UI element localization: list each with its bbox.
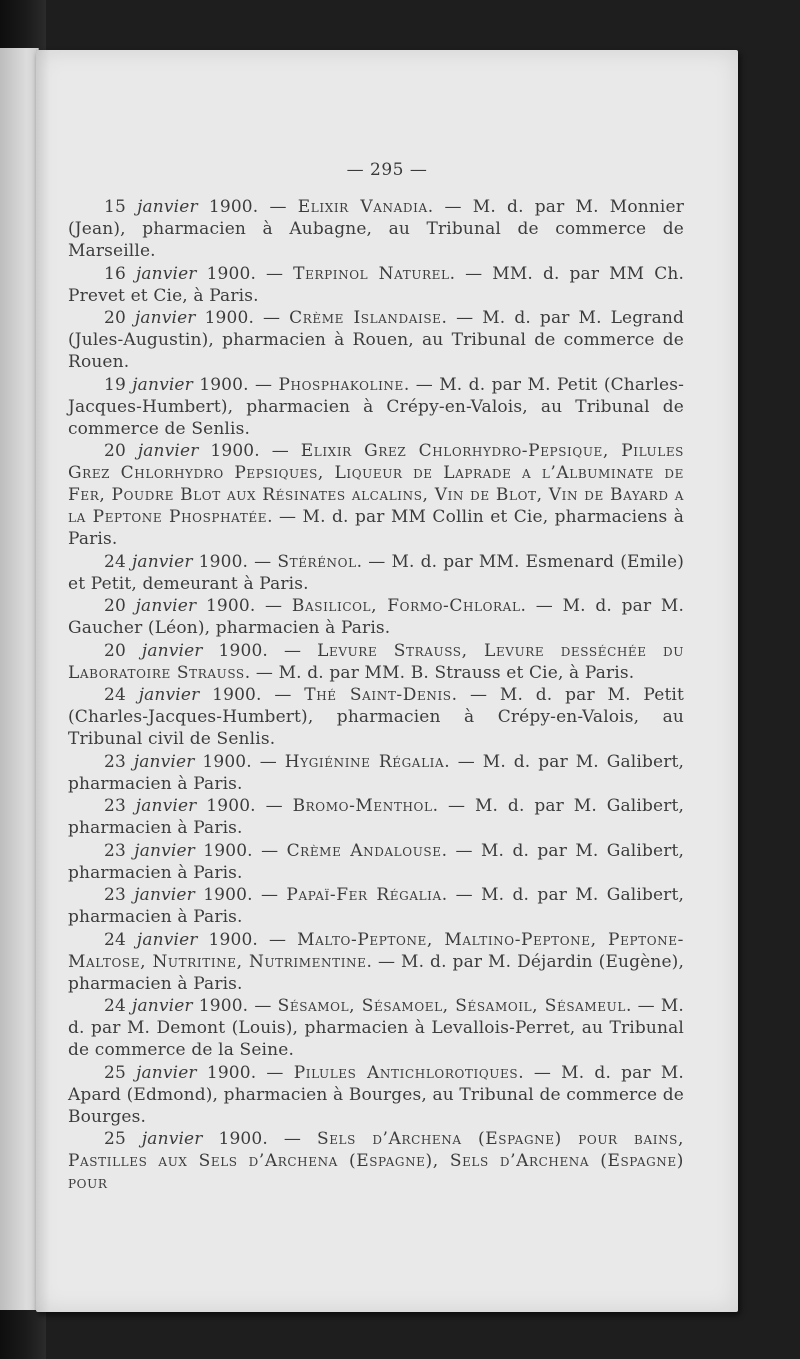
trademark-entry: 25 janvier 1900. — Sels d’Archena (Espagne) pour bains, Pastilles aux Sels d’Archena (Espagne), Sels d’Archena (Espagne) pour (68, 1129, 685, 1193)
entry-registration-details: M. d. par M. Apard (Edmond), pharmacien à Bourges, au Tribunal de commerce de Bourges. (68, 1062, 684, 1127)
entry-year: 1900 (202, 751, 247, 772)
book-page (36, 50, 738, 1312)
trademark-entry: 25 janvier 1900. — Pilules Antichlorotiques. — M. d. par M. Apard (Edmond), pharmacien à Bourges, au Tribunal de commerce de Bourges. (68, 1062, 684, 1127)
entry-product-name: Papaï-Fer Régalia (286, 885, 442, 905)
entry-product-name: Crème Andalouse (286, 840, 442, 861)
entry-month: janvier (134, 840, 195, 861)
entry-product-name: Levure Strauss, Levure desséchée du Laboratoire Strauss (68, 640, 684, 683)
entry-month: janvier (135, 263, 197, 284)
entry-product-name: Elixir Vanadia (297, 197, 428, 217)
entry-registration-details: M. d. par M. Legrand (Jules-Augustin), pharmacien à Rouen, au Tribunal de commerce de Rouen. (68, 308, 684, 372)
entry-year: 1900 (206, 796, 251, 816)
entry-day: 24 (104, 929, 126, 950)
entry-year: 1900 (198, 551, 243, 572)
entry-month: janvier (136, 929, 198, 950)
entry-day: 24 (104, 996, 126, 1016)
entry-registration-details: M. d. par M. Galibert, pharmacien à Paris. (68, 751, 685, 794)
entry-month: janvier (132, 996, 193, 1016)
entry-registration-details: M. d. par MM. Esmenard (Emile) et Petit, demeurant à Paris. (68, 551, 685, 594)
entry-registration-details: M. d. par M. Galibert, pharmacien à Paris. (68, 840, 685, 883)
entry-registration-details: M. d. par M. Galibert, pharmacien à Paris. (68, 885, 684, 927)
trademark-entries-list (68, 196, 684, 1195)
entry-registration-details: M. d. par MM. B. Strauss et Cie, à Paris. (278, 662, 635, 683)
trademark-entry: 20 janvier 1900. — Basilicol, Formo-Chloral. — M. d. par M. Gaucher (Léon), pharmacien à Paris. (68, 596, 685, 638)
entry-registration-details: M. d. par MM Collin et Cie, pharmaciens à Paris. (68, 507, 685, 549)
entry-day: 23 (104, 796, 126, 816)
entry-day: 15 (104, 197, 126, 217)
entry-registration-details: M. d. par M. Demont (Louis), pharmacien à Levallois-Perret, au Tribunal de commerce de la Seine. (68, 996, 684, 1060)
entry-year: 1900 (210, 441, 255, 461)
page-number: — 295 — (346, 160, 428, 180)
entry-month: janvier (132, 374, 193, 395)
entry-day: 19 (104, 374, 126, 395)
entry-year: 1900 (204, 308, 249, 328)
entry-product-name: Bromo-Menthol (292, 796, 433, 816)
entry-day: 23 (104, 885, 126, 905)
entry-year: 1900 (206, 1062, 251, 1083)
entry-registration-details: MM. d. par MM Ch. Prevet et Cie, à Paris. (68, 263, 685, 306)
entry-product-name: Sels d’Archena (Espagne) pour bains, Pastilles aux Sels d’Archena (Espagne), Sels d’Archena (Espagne) pour (68, 1129, 685, 1193)
entry-year: 1900 (205, 596, 250, 616)
entry-product-name: Thé Saint-Denis (304, 685, 452, 705)
entry-product-name: Phosphakoline (278, 374, 404, 395)
trademark-entry: 24 janvier 1900. — Malto-Peptone, Maltino-Peptone, Peptone-Maltose, Nutritine, Nutrimentine. — M. d. par M. Déjardin (Eugène), pharmacien à Paris. (68, 929, 684, 994)
entry-day: 23 (104, 751, 126, 772)
entry-day: 23 (104, 840, 126, 861)
entry-month: janvier (141, 1129, 203, 1149)
entry-registration-details: M. d. par M. Petit (Charles-Jacques-Humbert), pharmacien à Crépy-en-Valois, au Tribunal civil de Senlis. (68, 685, 684, 749)
previous-page-edge (0, 48, 39, 1310)
entry-month: janvier (134, 885, 195, 905)
trademark-entry: 20 janvier 1900. — Crème Islandaise. — M. d. par M. Legrand (Jules-Augustin), pharmacien à Rouen, au Tribunal de commerce de Rouen. (68, 308, 684, 372)
entry-day: 24 (104, 551, 126, 572)
entry-registration-details: M. d. par M. Petit (Charles-Jacques-Humbert), pharmacien à Crépy-en-Valois, au Tribunal de commerce de Senlis. (68, 374, 685, 439)
entry-product-name: Malto-Peptone, Maltino-Peptone, Peptone-Maltose, Nutritine, Nutrimentine (68, 929, 684, 972)
entry-month: janvier (136, 1062, 197, 1083)
entry-product-name: Sésamol, Sésamoel, Sésamoil, Sésameul (277, 996, 626, 1016)
entry-day: 25 (104, 1129, 126, 1149)
entry-day: 25 (104, 1062, 126, 1083)
trademark-entry: 15 janvier 1900. — Elixir Vanadia. — M. d. par M. Monnier (Jean), pharmacien à Aubagne, au Tribunal de commerce de Marseille. (68, 197, 684, 261)
entry-year: 1900 (212, 685, 257, 705)
entry-product-name: Crème Islandaise (289, 308, 442, 328)
trademark-entry: 24 janvier 1900. — Thé Saint-Denis. — M. d. par M. Petit (Charles-Jacques-Humbert), pharmacien à Crépy-en-Valois, au Tribunal civil de Senlis. (68, 685, 684, 749)
entry-registration-details: M. d. par M. Monnier (Jean), pharmacien à Aubagne, au Tribunal de commerce de Marseille. (68, 197, 684, 261)
entry-year: 1900 (203, 840, 248, 861)
entry-month: janvier (131, 551, 193, 572)
trademark-entry: 23 janvier 1900. — Papaï-Fer Régalia. — M. d. par M. Galibert, pharmacien à Paris. (68, 885, 684, 927)
entry-year: 1900 (198, 996, 243, 1016)
entry-product-name: Hygiénine Régalia (284, 751, 445, 772)
entry-year: 1900 (218, 1129, 263, 1149)
entry-month: janvier (135, 596, 197, 616)
entry-year: 1900 (208, 929, 253, 950)
entry-product-name: Elixir Grez Chlorhydro-Pepsique, Pilules Grez Chlorhydro Pepsiques, Liqueur de Laprade a l’Albuminate de Fer, Poudre Blot aux Résinates alcalins, Vin de Blot, Vin de Bayard a la Peptone Phosphatée (68, 441, 684, 527)
entry-month: janvier (138, 685, 200, 705)
entry-product-name: Basilicol, Formo-Chloral (291, 596, 521, 616)
entry-registration-details: M. d. par M. Galibert, pharmacien à Paris. (68, 796, 685, 838)
entry-year: 1900 (203, 885, 248, 905)
trademark-entry: 19 janvier 1900. — Phosphakoline. — M. d. par M. Petit (Charles-Jacques-Humbert), pharmacien à Crépy-en-Valois, au Tribunal de commerce de Senlis. (68, 374, 685, 439)
entry-registration-details: M. d. par M. Déjardin (Eugène), pharmacien à Paris. (68, 951, 684, 994)
entry-month: janvier (141, 640, 203, 661)
entry-year: 1900 (208, 197, 253, 217)
entry-day: 24 (104, 685, 126, 705)
trademark-entry: 20 janvier 1900. — Levure Strauss, Levure desséchée du Laboratoire Strauss. — M. d. par MM. B. Strauss et Cie, à Paris. (68, 640, 684, 683)
entry-month: janvier (134, 308, 196, 328)
entry-month: janvier (137, 197, 198, 217)
entry-day: 20 (104, 441, 126, 461)
trademark-entry: 16 janvier 1900. — Terpinol Naturel. — MM. d. par MM Ch. Prevet et Cie, à Paris. (68, 263, 685, 306)
entry-day: 20 (104, 596, 126, 616)
entry-month: janvier (135, 796, 197, 816)
entry-product-name: Terpinol Naturel (293, 263, 450, 284)
entry-day: 20 (104, 308, 126, 328)
entry-product-name: Stérénol (277, 551, 357, 572)
entry-product-name: Pilules Antichlorotiques (293, 1062, 519, 1083)
trademark-entry: 23 janvier 1900. — Hygiénine Régalia. — M. d. par M. Galibert, pharmacien à Paris. (68, 751, 685, 794)
entry-year: 1900 (206, 263, 251, 284)
entry-year: 1900 (199, 374, 244, 395)
trademark-entry: 23 janvier 1900. — Crème Andalouse. — M. d. par M. Galibert, pharmacien à Paris. (68, 840, 685, 883)
entry-registration-details: M. d. par M. Gaucher (Léon), pharmacien à Paris. (68, 596, 685, 638)
entry-day: 16 (104, 263, 126, 284)
entry-day: 20 (104, 640, 126, 661)
trademark-entry: 24 janvier 1900. — Sésamol, Sésamoel, Sésamoil, Sésameul. — M. d. par M. Demont (Louis), pharmacien à Levallois-Perret, au Tribunal de commerce de la Seine. (68, 996, 684, 1060)
trademark-entry: 20 janvier 1900. — Elixir Grez Chlorhydro-Pepsique, Pilules Grez Chlorhydro Pepsiques, Liqueur de Laprade a l’Albuminate de Fer, Poudre Blot aux Résinates alcalins, Vin de Blot, Vin de Bayard a la Peptone Phosphatée. — M. d. par MM Collin et Cie, pharmaciens à Paris. (68, 441, 685, 549)
entry-month: janvier (137, 441, 199, 461)
entry-year: 1900 (218, 640, 263, 661)
entry-month: janvier (133, 751, 195, 772)
trademark-entry: 24 janvier 1900. — Stérénol. — M. d. par MM. Esmenard (Emile) et Petit, demeurant à Paris. (68, 551, 685, 594)
trademark-entry: 23 janvier 1900. — Bromo-Menthol. — M. d. par M. Galibert, pharmacien à Paris. (68, 796, 685, 838)
